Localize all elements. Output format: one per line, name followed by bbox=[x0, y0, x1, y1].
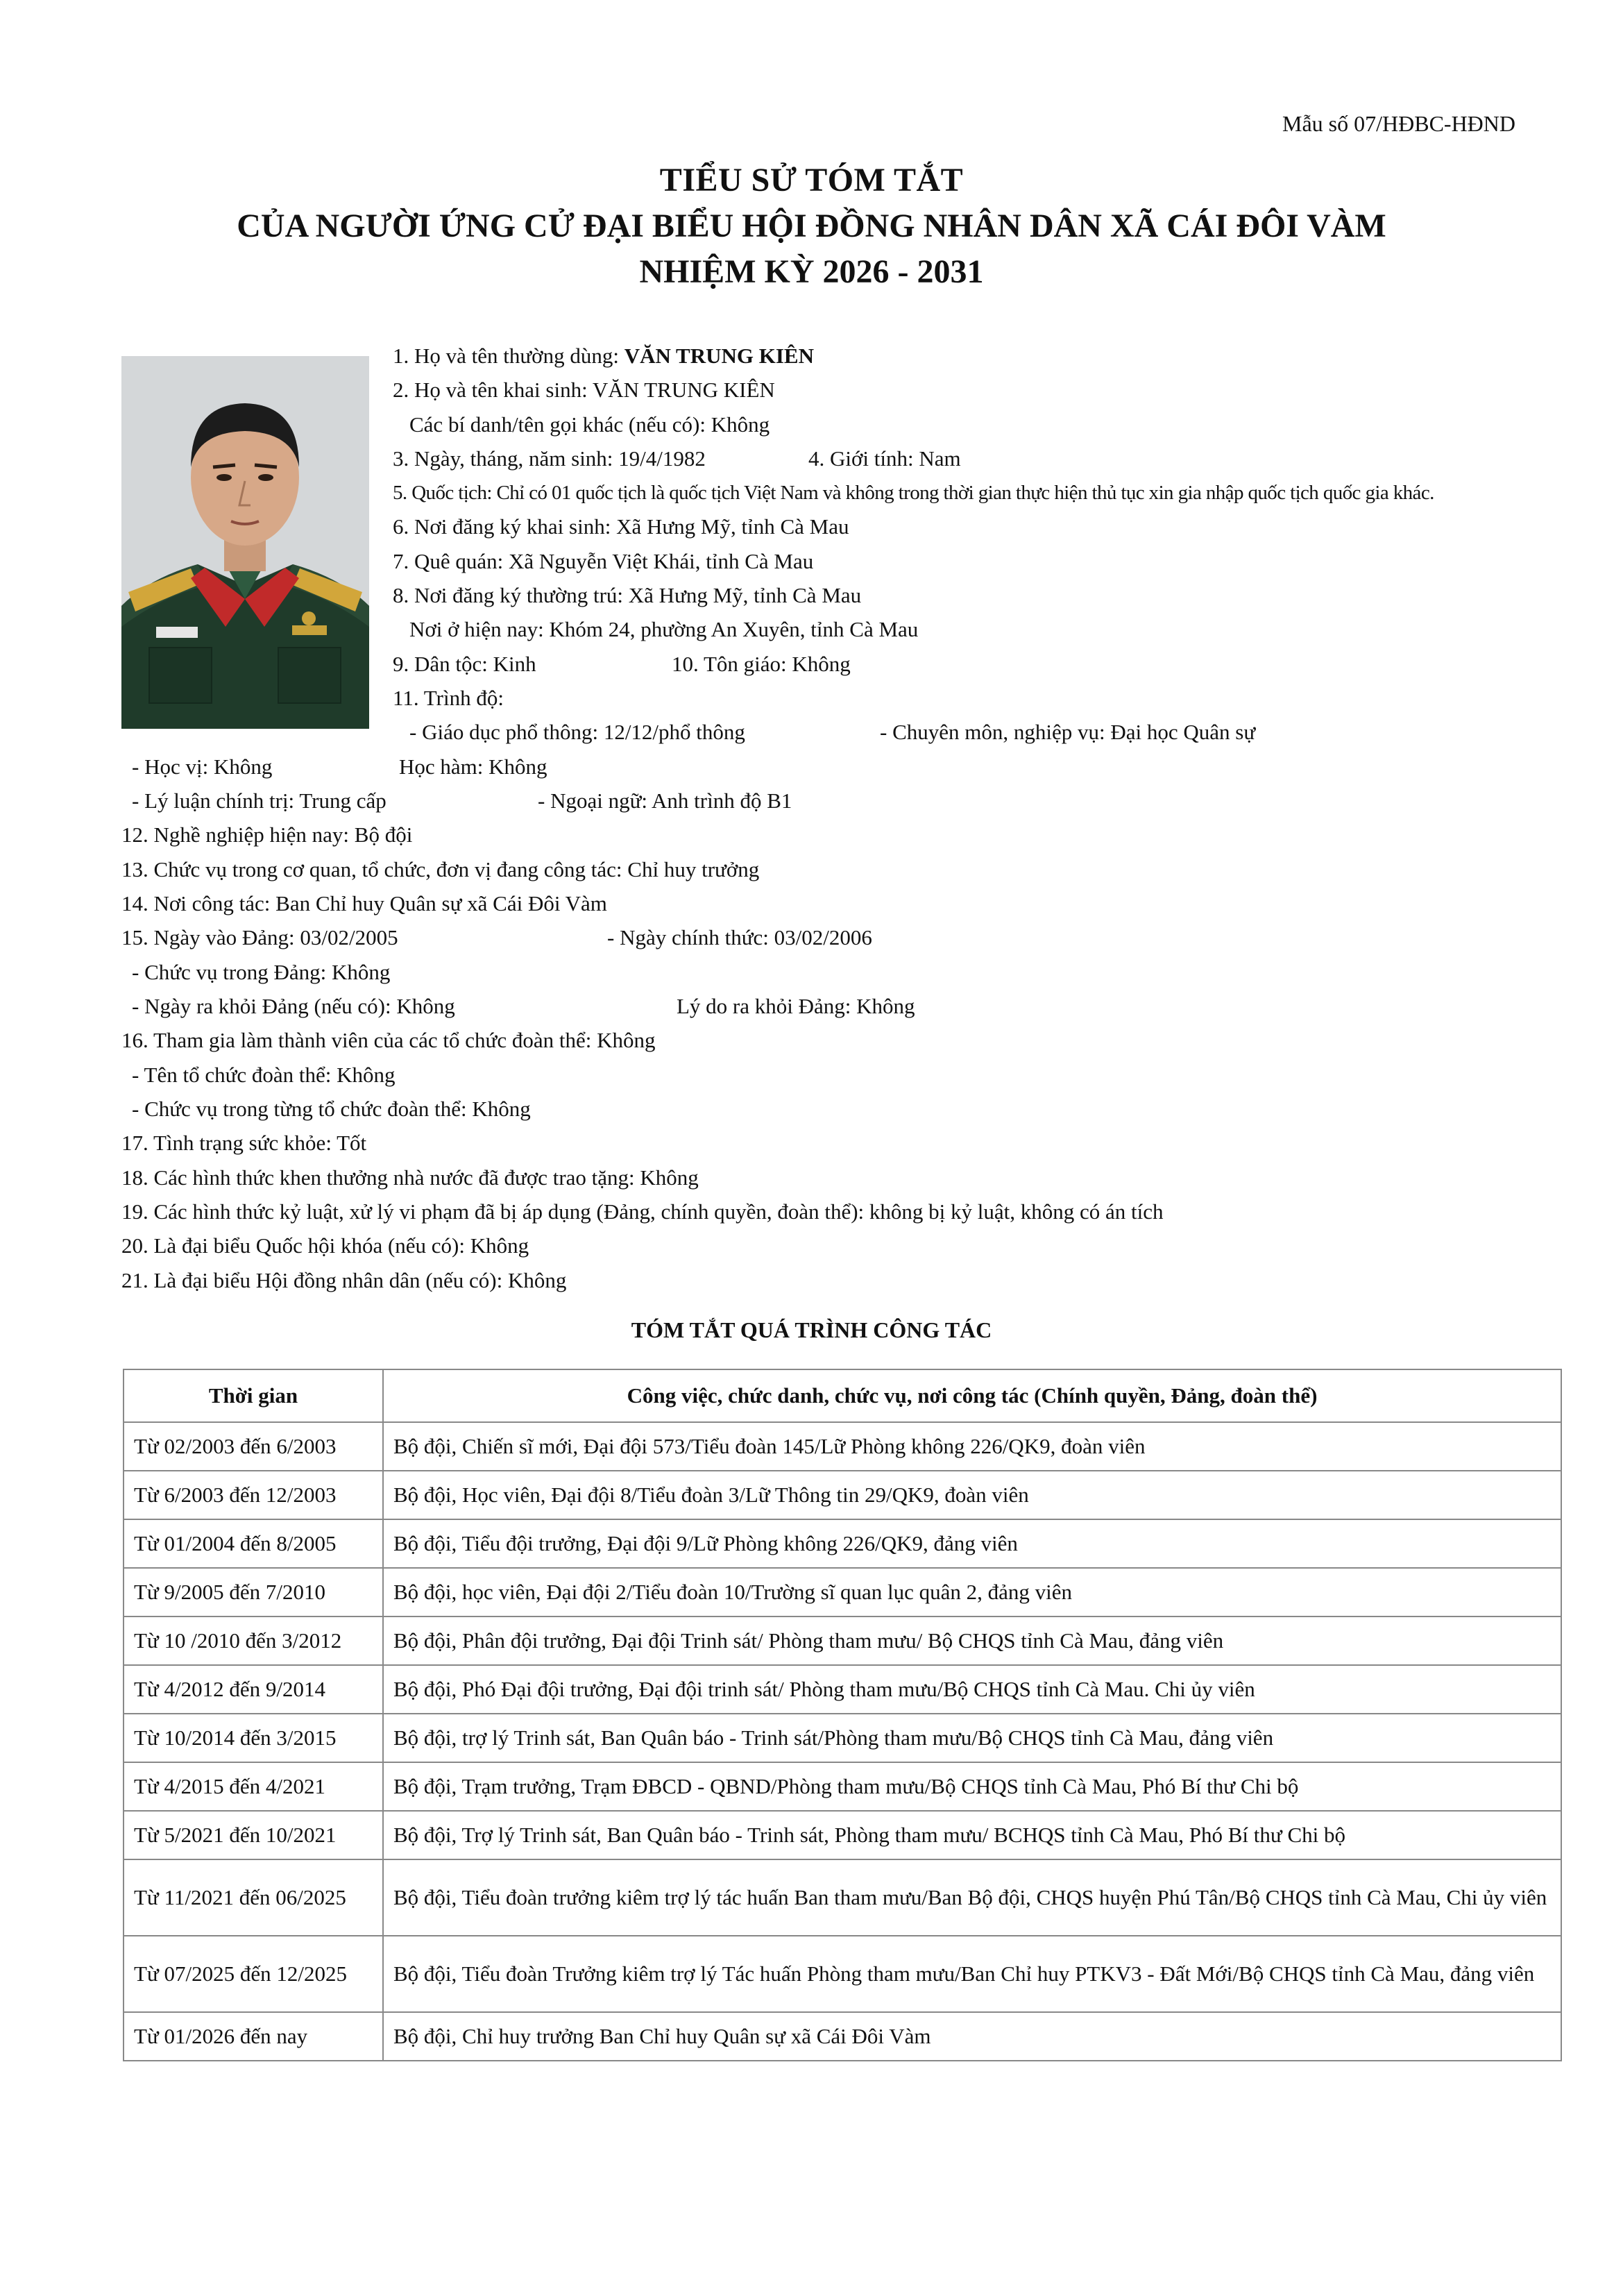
header-description: Công việc, chức danh, chức vụ, nơi công tác (Chính quyền, Đảng, đoàn thể) bbox=[383, 1369, 1561, 1422]
bio-line-14: 14. Nơi công tác: Ban Chỉ huy Quân sự xã Cái Đôi Vàm bbox=[121, 891, 607, 915]
row-description: Bộ đội, Chỉ huy trưởng Ban Chỉ huy Quân sự xã Cái Đôi Vàm bbox=[383, 2012, 1561, 2061]
portrait-image bbox=[121, 356, 369, 729]
bio-line-11f: - Ngoại ngữ: Anh trình độ B1 bbox=[538, 788, 792, 813]
candidate-name: VĂN TRUNG KIÊN bbox=[624, 344, 814, 368]
row-time: Từ 4/2015 đến 4/2021 bbox=[124, 1762, 383, 1811]
bio-line-7: 7. Quê quán: Xã Nguyễn Việt Khái, tỉnh Cà Mau bbox=[393, 549, 814, 573]
row-description: Bộ đội, Tiểu đoàn Trưởng kiêm trợ lý Tác huấn Phòng tham mưu/Ban Chỉ huy PTKV3 - Đất Mới/Bộ CHQS tỉnh Cà Mau, đảng viên bbox=[383, 1936, 1561, 2012]
row-description: Bộ đội, Học viên, Đại đội 8/Tiểu đoàn 3/Lữ Thông tin 29/QK9, đoàn viên bbox=[383, 1471, 1561, 1519]
row-time: Từ 10 /2010 đến 3/2012 bbox=[124, 1617, 383, 1665]
table-row bbox=[124, 1714, 1561, 1762]
row-time: Từ 6/2003 đến 12/2003 bbox=[124, 1471, 383, 1519]
bio-line-2b: Các bí danh/tên gọi khác (nếu có): Không bbox=[409, 412, 770, 437]
bio-line-11c: - Học vị: Không bbox=[132, 754, 273, 779]
table-row bbox=[124, 1422, 1561, 1471]
bio-line-15e: Lý do ra khỏi Đảng: Không bbox=[677, 994, 915, 1018]
bio-line-5: 5. Quốc tịch: Chỉ có 01 quốc tịch là quốc tịch Việt Nam và không trong thời gian thực hiện thủ tục xin gia nhập quốc tịch quốc gia khác. bbox=[393, 482, 1434, 504]
bio-line-11b: - Chuyên môn, nghiệp vụ: Đại học Quân sự bbox=[880, 720, 1256, 744]
row-time: Từ 5/2021 đến 10/2021 bbox=[124, 1811, 383, 1859]
bio-line-16c: - Chức vụ trong từng tổ chức đoàn thể: Không bbox=[132, 1097, 531, 1121]
bio-line-8b: Nơi ở hiện nay: Khóm 24, phường An Xuyên, tỉnh Cà Mau bbox=[409, 617, 919, 641]
row-time: Từ 11/2021 đến 06/2025 bbox=[124, 1859, 383, 1936]
table-row bbox=[124, 2012, 1561, 2061]
bio-line-11a: - Giáo dục phổ thông: 12/12/phổ thông bbox=[409, 720, 745, 744]
row-description: Bộ đội, học viên, Đại đội 2/Tiểu đoàn 10/Trường sĩ quan lục quân 2, đảng viên bbox=[383, 1568, 1561, 1617]
bio-line-15c: - Chức vụ trong Đảng: Không bbox=[132, 960, 391, 984]
form-number: Mẫu số 07/HĐBC-HĐND bbox=[1282, 111, 1515, 136]
row-description: Bộ đội, Phân đội trưởng, Đại đội Trinh sát/ Phòng tham mưu/ Bộ CHQS tỉnh Cà Mau, đảng viên bbox=[383, 1617, 1561, 1665]
bio-line-1 bbox=[393, 342, 814, 370]
bio-line-18: 18. Các hình thức khen thưởng nhà nước đã được trao tặng: Không bbox=[121, 1165, 699, 1190]
table-row bbox=[124, 1568, 1561, 1617]
row-time: Từ 9/2005 đến 7/2010 bbox=[124, 1568, 383, 1617]
row-time: Từ 10/2014 đến 3/2015 bbox=[124, 1714, 383, 1762]
table-row bbox=[124, 1471, 1561, 1519]
candidate-photo bbox=[121, 356, 369, 729]
work-history-table bbox=[123, 1369, 1562, 2061]
title-line-1: TIỂU SỬ TÓM TẮT bbox=[659, 162, 964, 199]
bio-line-16b: - Tên tổ chức đoàn thể: Không bbox=[132, 1063, 396, 1087]
row-description: Bộ đội, Tiểu đoàn trưởng kiêm trợ lý tác huấn Ban tham mưu/Ban Bộ đội, CHQS huyện Phú Tân/Bộ CHQS tỉnh Cà Mau, Chi ủy viên bbox=[383, 1859, 1561, 1936]
bio-line-11e: - Lý luận chính trị: Trung cấp bbox=[132, 788, 386, 813]
bio-line-15b: - Ngày chính thức: 03/02/2006 bbox=[607, 925, 872, 949]
row-time: Từ 01/2004 đến 8/2005 bbox=[124, 1519, 383, 1568]
bio-line-20: 20. Là đại biểu Quốc hội khóa (nếu có): Không bbox=[121, 1233, 529, 1258]
table-row bbox=[124, 1811, 1561, 1859]
row-description: Bộ đội, Tiểu đội trưởng, Đại đội 9/Lữ Phòng không 226/QK9, đảng viên bbox=[383, 1519, 1561, 1568]
work-history-title: TÓM TẮT QUÁ TRÌNH CÔNG TÁC bbox=[631, 1317, 992, 1342]
bio-line-13: 13. Chức vụ trong cơ quan, tổ chức, đơn vị đang công tác: Chỉ huy trưởng bbox=[121, 857, 760, 881]
row-time: Từ 01/2026 đến nay bbox=[124, 2012, 383, 2061]
bio-line-1-label: 1. Họ và tên thường dùng: bbox=[393, 344, 624, 368]
bio-line-11d: Học hàm: Không bbox=[399, 754, 547, 779]
header-time: Thời gian bbox=[124, 1369, 383, 1422]
bio-line-21: 21. Là đại biểu Hội đồng nhân dân (nếu có): Không bbox=[121, 1268, 567, 1292]
bio-line-19: 19. Các hình thức kỷ luật, xử lý vi phạm đã bị áp dụng (Đảng, chính quyền, đoàn thể): không bị kỷ luật, không có án tích bbox=[121, 1199, 1164, 1224]
table-row bbox=[124, 1762, 1561, 1811]
bio-line-15d: - Ngày ra khỏi Đảng (nếu có): Không bbox=[132, 994, 455, 1018]
bio-line-10: 10. Tôn giáo: Không bbox=[672, 652, 851, 676]
table-row bbox=[124, 1617, 1561, 1665]
row-time: Từ 4/2012 đến 9/2014 bbox=[124, 1665, 383, 1714]
title-line-2: CỦA NGƯỜI ỨNG CỬ ĐẠI BIỂU HỘI ĐỒNG NHÂN DÂN XÃ CÁI ĐÔI VÀM bbox=[237, 208, 1386, 244]
bio-line-2: 2. Họ và tên khai sinh: VĂN TRUNG KIÊN bbox=[393, 378, 775, 402]
bio-line-12: 12. Nghề nghiệp hiện nay: Bộ đội bbox=[121, 822, 413, 847]
row-description: Bộ đội, Phó Đại đội trưởng, Đại đội trinh sát/ Phòng tham mưu/Bộ CHQS tỉnh Cà Mau. Chi ủy viên bbox=[383, 1665, 1561, 1714]
table-row bbox=[124, 1936, 1561, 2012]
bio-line-15: 15. Ngày vào Đảng: 03/02/2005 bbox=[121, 925, 398, 949]
bio-line-16: 16. Tham gia làm thành viên của các tổ chức đoàn thể: Không bbox=[121, 1028, 656, 1052]
bio-line-4: 4. Giới tính: Nam bbox=[808, 446, 961, 471]
table-row bbox=[124, 1665, 1561, 1714]
bio-line-8: 8. Nơi đăng ký thường trú: Xã Hưng Mỹ, tỉnh Cà Mau bbox=[393, 583, 862, 607]
bio-line-17: 17. Tình trạng sức khỏe: Tốt bbox=[121, 1131, 367, 1155]
row-description: Bộ đội, Trạm trưởng, Trạm ĐBCD - QBND/Phòng tham mưu/Bộ CHQS tỉnh Cà Mau, Phó Bí thư Chi bộ bbox=[383, 1762, 1561, 1811]
row-time: Từ 02/2003 đến 6/2003 bbox=[124, 1422, 383, 1471]
table-row bbox=[124, 1859, 1561, 1936]
bio-line-6: 6. Nơi đăng ký khai sinh: Xã Hưng Mỹ, tỉnh Cà Mau bbox=[393, 514, 849, 539]
row-description: Bộ đội, Trợ lý Trinh sát, Ban Quân báo - Trinh sát, Phòng tham mưu/ BCHQS tỉnh Cà Mau, Phó Bí thư Chi bộ bbox=[383, 1811, 1561, 1859]
bio-line-9: 9. Dân tộc: Kinh bbox=[393, 652, 536, 676]
table-header-row bbox=[124, 1369, 1561, 1422]
row-description: Bộ đội, trợ lý Trinh sát, Ban Quân báo - Trinh sát/Phòng tham mưu/Bộ CHQS tỉnh Cà Mau, đảng viên bbox=[383, 1714, 1561, 1762]
bio-line-3: 3. Ngày, tháng, năm sinh: 19/4/1982 bbox=[393, 446, 706, 471]
title-line-3: NHIỆM KỲ 2026 - 2031 bbox=[639, 253, 984, 290]
bio-line-11: 11. Trình độ: bbox=[393, 686, 504, 710]
row-time: Từ 07/2025 đến 12/2025 bbox=[124, 1936, 383, 2012]
row-description: Bộ đội, Chiến sĩ mới, Đại đội 573/Tiểu đoàn 145/Lữ Phòng không 226/QK9, đoàn viên bbox=[383, 1422, 1561, 1471]
table-row bbox=[124, 1519, 1561, 1568]
